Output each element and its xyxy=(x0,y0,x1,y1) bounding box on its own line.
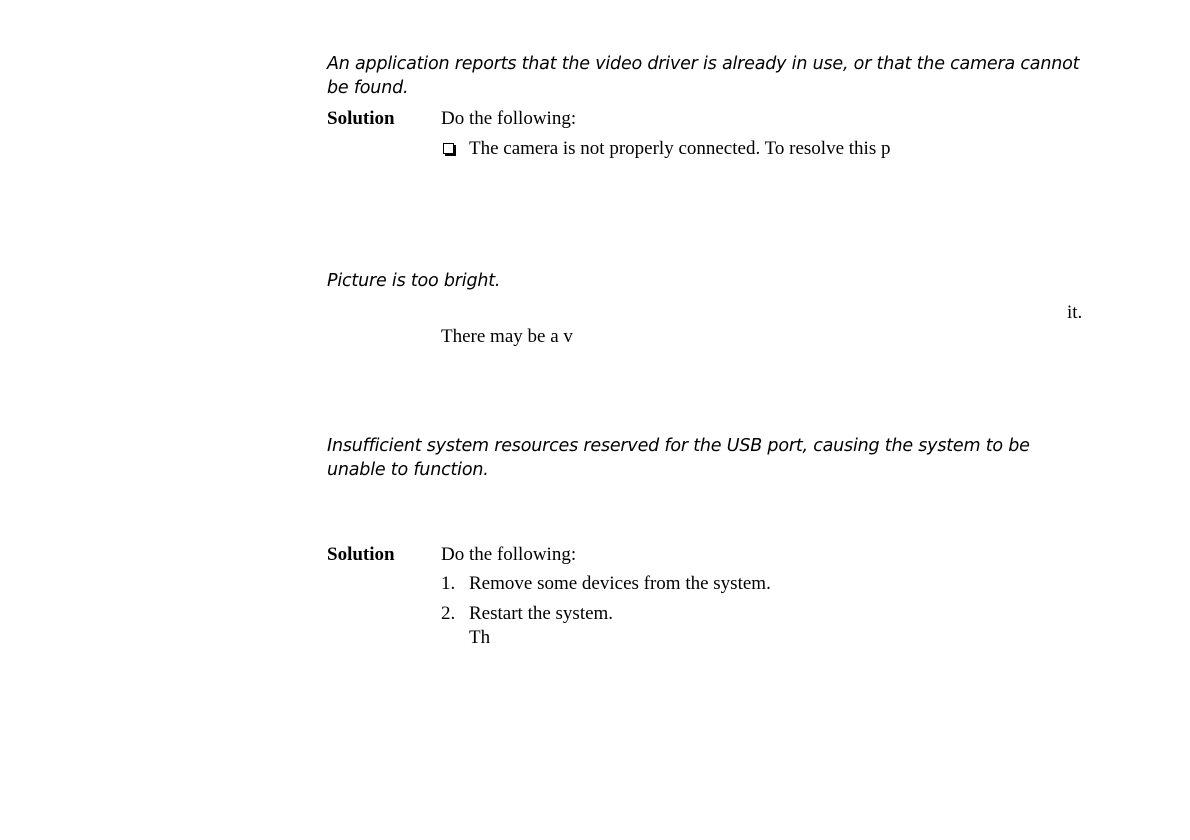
solution-label: Solution xyxy=(327,108,395,129)
line-fragment: it. xyxy=(1067,302,1083,323)
solution-intro: Do the following: xyxy=(441,544,577,565)
bullet-text: The camera is not properly connected. To resolve this p xyxy=(469,138,891,159)
step-text: Remove some devices from the system. xyxy=(469,573,771,594)
solution-label: Solution xyxy=(327,544,395,565)
step-number: 1. xyxy=(441,573,456,594)
section-heading-usb-resources: Insufficient system resources reserved for the USB port, causing the system to be unable to function. xyxy=(327,436,1030,480)
solution-intro: Do the following: xyxy=(441,108,577,129)
step-number: 2. xyxy=(441,603,456,624)
section-heading-video-driver: An application reports that the video driver is already in use, or that the camera cannot be found. xyxy=(327,54,1080,98)
step-continuation-text: Th xyxy=(469,627,491,648)
checkbox-bullet-icon xyxy=(443,143,454,154)
paragraph-text: There may be a v xyxy=(441,326,573,347)
step-text: Restart the system. xyxy=(469,603,614,624)
section-heading-too-bright: Picture is too bright. xyxy=(327,271,501,291)
